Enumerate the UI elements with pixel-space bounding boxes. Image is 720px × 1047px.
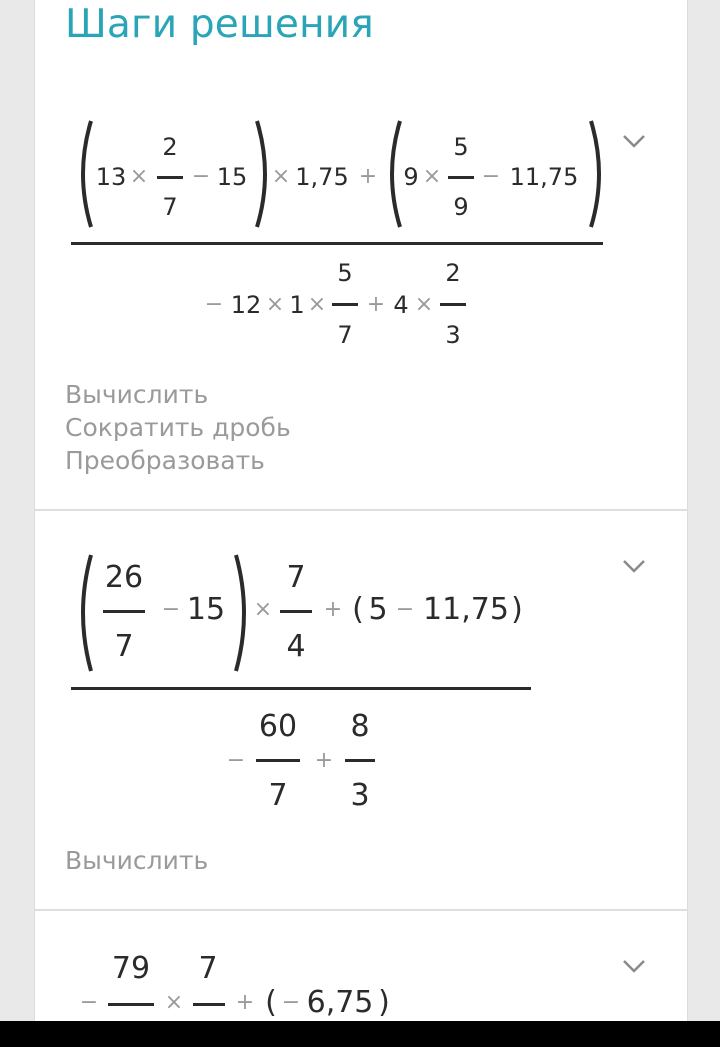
term: 4 [393,291,409,319]
action-calculate[interactable]: Вычислить [65,380,209,409]
fraction-bar [280,610,312,613]
minus-sign: − [395,597,415,622]
step-1-actions [65,378,291,477]
times-sign: × [414,292,434,317]
fraction-bar [440,303,466,306]
fraction-numerator: 5 [337,259,353,287]
times-sign: × [265,292,285,317]
minus-sign: − [281,990,301,1015]
fraction-numerator: 8 [350,709,370,744]
term: 12 [230,291,262,319]
minus-sign: − [204,292,224,317]
fraction-denominator: 7 [268,778,288,813]
minus-sign: − [226,748,246,773]
term: 11,75 [509,163,579,191]
fraction-numerator: 60 [258,709,298,744]
open-paren: ( [265,985,277,1020]
minus-sign: − [79,990,99,1015]
times-sign: × [422,164,442,189]
term: 11,75 [423,592,509,627]
fraction-bar [157,176,183,179]
page-title: Шаги решения [65,2,374,47]
term: 15 [216,163,248,191]
bottom-bar [0,1021,720,1047]
action-reduce-fraction[interactable]: Сократить дробь [65,413,291,442]
open-paren-icon [382,118,404,230]
action-calculate[interactable]: Вычислить [65,846,209,875]
fraction-numerator: 26 [104,560,144,595]
plus-sign: + [314,748,334,773]
times-sign: × [129,164,149,189]
fraction-numerator: 2 [162,133,178,161]
fraction-numerator: 79 [111,951,151,986]
minus-sign: − [191,164,211,189]
term: 6,75 [306,985,374,1020]
fraction-bar [193,1003,225,1006]
open-paren: ( [352,592,364,627]
step-1-expand-chevron-down-icon[interactable] [622,133,646,149]
divider [35,909,687,911]
fraction-numerator: 7 [198,951,218,986]
plus-sign: + [323,597,343,622]
term: 1 [289,291,305,319]
term: 1,75 [295,163,349,191]
fraction-denominator: 4 [286,629,306,664]
fraction-numerator: 7 [286,560,306,595]
plus-sign: + [235,990,255,1015]
close-paren-icon [587,118,609,230]
fraction-denominator: 9 [453,193,469,221]
fraction-denominator: 7 [337,321,353,349]
close-paren-icon [232,552,254,674]
close-paren: ) [511,592,523,627]
times-sign: × [253,597,273,622]
fraction-denominator: 7 [162,193,178,221]
term: 5 [368,592,388,627]
fraction-bar [448,176,474,179]
step-3-expand-chevron-down-icon[interactable] [622,958,646,974]
times-sign: × [271,164,291,189]
term: 13 [95,163,127,191]
fraction-bar [108,1003,154,1006]
minus-sign: − [161,597,181,622]
times-sign: × [164,990,184,1015]
fraction-numerator: 2 [445,259,461,287]
solution-steps-card [34,0,688,1021]
open-paren-icon [73,118,95,230]
plus-sign: + [366,292,386,317]
fraction-bar [103,610,145,613]
step-2-expand-chevron-down-icon[interactable] [622,558,646,574]
main-fraction-bar [71,242,603,245]
plus-sign: + [358,164,378,189]
fraction-denominator: 7 [114,629,134,664]
main-fraction-bar [71,687,531,690]
open-paren-icon [73,552,95,674]
close-paren: ) [378,985,390,1020]
fraction-denominator: 3 [350,778,370,813]
fraction-denominator: 3 [445,321,461,349]
fraction-bar [345,759,375,762]
term: 9 [403,163,419,191]
fraction-numerator: 5 [453,133,469,161]
divider [35,509,687,511]
fraction-bar [332,303,358,306]
action-transform[interactable]: Преобразовать [65,446,265,475]
term: 15 [186,592,226,627]
step-2-actions [65,844,208,877]
minus-sign: − [481,164,501,189]
fraction-bar [256,759,300,762]
times-sign: × [307,292,327,317]
